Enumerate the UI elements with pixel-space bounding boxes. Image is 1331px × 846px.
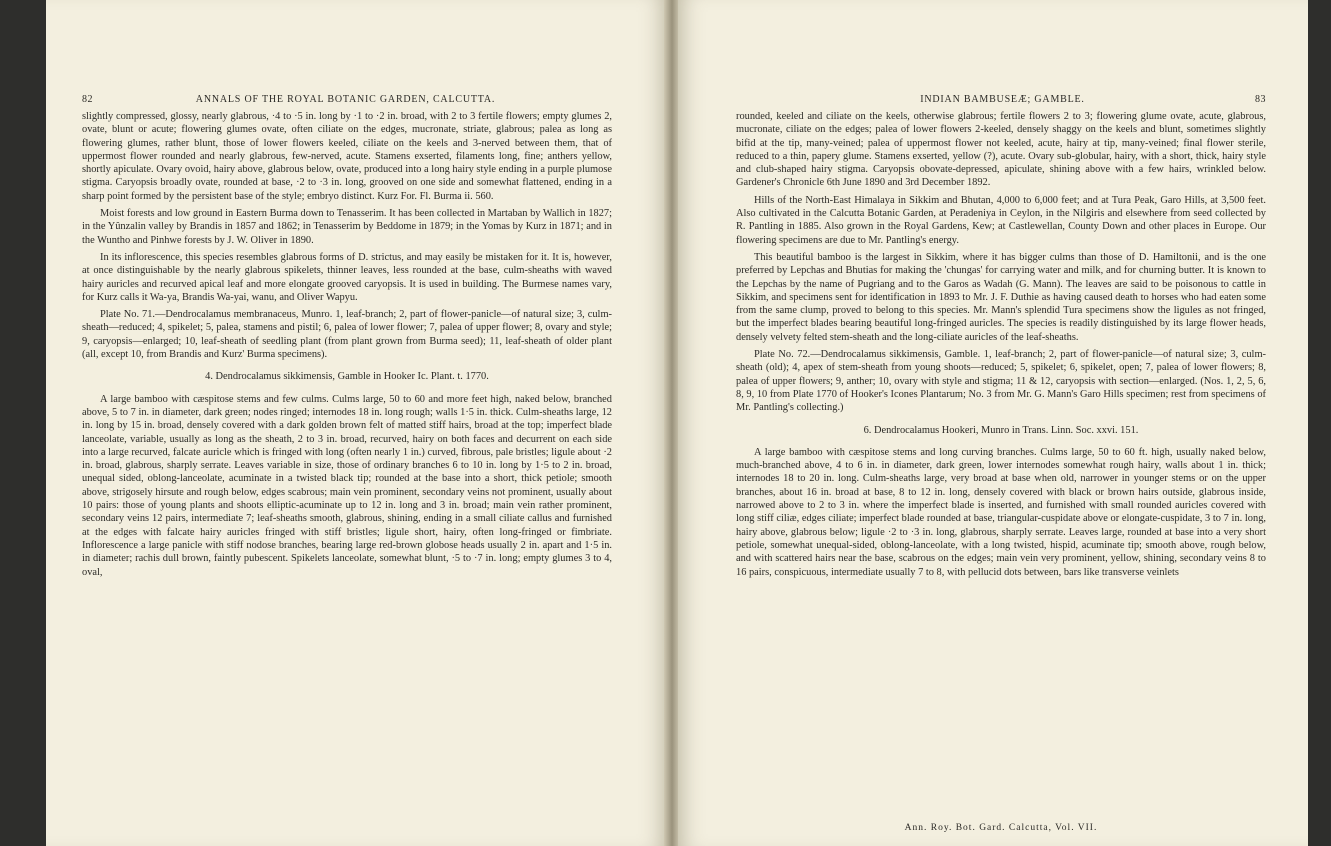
paragraph: A large bamboo with cæspitose stems and few culms. Culms large, 50 to 60 and more feet high, naked below, branched above, 5 to 7 in. in diameter, dark green; nodes ringed; internodes 18 in. long rough; walls 1·5 in. thick. Culm-sheaths large, 12 in. long by 15 in. broad, densely covered with a dark golden brown felt of matted stiff hairs, broad at the top; imperfect blade lanceolate, variable, usually as long as the sheath, 2 to 3 in. broad, recurved, hairy on both faces and decurrent on each side into a large recurved, falcate auricle which is fringed with long (often nearly 1 in.) curved, fibrous, pale bristles; ligule about ·2 in. broad, glabrous, sharply serrate. Leaves variable in size, those of ordinary branches 6 to 10 in. long by 1·5 to 2 in. broad, unequal sided, oblong-lanceolate, acuminate in a twisted black tip; rounded at the base into a short, thick petiole; smooth above, strigosely hirsute and rough below, edges scabrous; main vein prominent, secondary veins not prominent, usually about 10 pairs: those of young plants and shoots elliptic-acuminate up to 12 in. long and 3 in. broad; main vein rather prominent, secondary veins 12 pairs, intermediate 7; leaf-sheaths smooth, glabrous, shining, ending in a small ciliate callus and furnished at the edges with falcate hairy auricles fringed with stiff bristles; ligule short, hairy, often long-fringed or fimbriate. Inflorescence a large panicle with stiff nodose branches, bearing large red-brown globose heads usually 2 in. apart and 1·5 in. in diameter; rachis dull brown, faintly pubescent. Spikelets lanceolate, somewhat blunt, ·5 to ·7 in. long; empty glumes 3 to 4, oval, [82,393,612,578]
left-text-block [82,110,612,583]
page-footer: Ann. Roy. Bot. Gard. Calcutta, Vol. VII. [904,823,1098,833]
paragraph: In its inflorescence, this species resembles glabrous forms of D. strictus, and may easily be mistaken for it. It is, however, at once distinguishable by the nearly glabrous spikelets, thinner leaves, less rounded at the base, culm-sheaths with waved hairy auricles and recurved apical leaf and more elongate grooved caryopsis. It is used in building. The Burmese names vary, for Kurz calls it Wa-ya, Brandis Wa-yai, wanu, and Oliver Wapyu. [82,251,612,303]
left-page [46,0,666,846]
right-page [678,0,1308,846]
paragraph: A large bamboo with cæspitose stems and long curving branches. Culms large, 50 to 60 ft. high, usually naked below, much-branched above, 4 to 6 in. in diameter, dark green, lower internodes somewhat rough hairy, walls about 1 in. thick; internodes 18 to 20 in. long. Culm-sheaths large, very broad at base when old, narrower in younger stems or on the upper branches, about 16 in. broad at base, 8 to 12 in. long, densely covered with black or brown hairs outside, glabrous inside, narrowed above to 2 to 3 in. where the imperfect blade is inserted, and furnished with small rounded auricles covered with long stiff ciliæ, edges ciliate; imperfect blade rounded at base, triangular-cuspidate above or elongate-cuspidate, 3 to 7 in. long, hairy above, glabrous below; ligule ·2 to ·3 in. long, glabrous, sharply serrate. Leaves large, rounded at base into a very short petiole, somewhat unequal-sided, oblong-lanceolate, with a long twisted, hispid, acuminate tip; smooth above, rough below, and with scattered hairs near the base, scabrous on the edges; main vein very prominent, yellow, shining, secondary veins 8 to 16 pairs, conspicuous, intermediate usually 7 to 8, with pellucid dots between, bars like transverse veinlets [736,446,1266,578]
right-running-head [736,94,1266,105]
paragraph: This beautiful bamboo is the largest in Sikkim, where it has bigger culms than those of D. Hamiltonii, and is the one preferred by Lepchas and Bhutias for making the 'chungas' for carrying water and milk, and for churning butter. It is known to the Lepchas by the name of Pugriang and to the Garos as Wadah (G. Mann). The leaves are said to be poisonous to cattle in Sikkim, and specimens sent for identification in 1893 to Mr. J. F. Duthie as having caused death to horses who had eaten some from the same clump, proved to belong to this species. Mr. Mann's splendid Tura specimens show the ligules as not fringed, but the imperfect blades bearing beautiful long-fringed auricles. The species is readily distinguished by its large flower heads, densely velvety felted stem-sheath and the long-ciliate auricles of the leaf-sheaths. [736,251,1266,343]
right-text-block [736,110,1266,583]
left-running-head [82,94,612,105]
paragraph: Moist forests and low ground in Eastern Burma down to Tenasserim. It has been collected in Martaban by Wallich in 1827; in the Yûnzalin valley by Brandis in 1857 and 1862; in Tenasserim by Beddome in 1879; in the Yomas by Kurz in 1871; and in the Wuntho and Pinhwe forests by J. W. Oliver in 1890. [82,208,612,246]
paragraph: Hills of the North-East Himalaya in Sikkim and Bhutan, 4,000 to 6,000 feet; and at Tura Peak, Garo Hills, at 3,500 feet. Also cultivated in the Calcutta Botanic Garden, at Peradeniya in Ceylon, in the Nilgiris and elsewhere from seed collected by R. Pantling in 1885. Also grown in the Royal Gardens, Kew; at Castlewellan, County Down and other places in Europe. Our flowering specimens are due to Mr. Pantling's energy. [736,194,1266,246]
left-running-title: ANNALS OF THE ROYAL BOTANIC GARDEN, CALCUTTA. [195,94,496,105]
paragraph: rounded, keeled and ciliate on the keels, otherwise glabrous; fertile flowers 2 to 3; flowering glume ovate, acute, glabrous, mucronate, ciliate on the edges; palea of lower flowers 2-keeled, densely shaggy on the keels and blunt, sometimes slightly bifid at the tip, many-veined; palea of uppermost flower not keeled, acute, hairy at tip, many-veined; final flower sterile, reduced to a thin, papery glume. Stamens exserted, yellow (?), acute. Ovary sub-globular, hairy, with a short, thick, hairy style and club-shaped hairy stigma. Caryopsis obovate-depressed, apiculate, shining above with a few hairs, wrinkled below. Gardener's Chronicle 6th June 1890 and 3rd December 1892. [736,111,1266,189]
right-running-title: INDIAN BAMBUSEÆ; GAMBLE. [920,94,1085,105]
paragraph: Plate No. 72.—Dendrocalamus sikkimensis, Gamble. 1, leaf-branch; 2, part of flower-panicle—of natural size; 3, culm-sheath (old); 4, apex of stem-sheath from young shoots—reduced; 5, spikelet; 6, spikelet, open; 7, palea of lower flowers; 8, palea of upper flowers; 9, anther; 10, ovary with style and stigma; 11 & 12, caryopsis with section—enlarged. (Nos. 1, 2, 5, 6, 8, 9, 10 from Plate 1770 of Hooker's Icones Plantarum; No. 3 from Mr. G. Mann's Garo Hills specimen; rest from specimens of Mr. Pantling's collecting.) [736,349,1266,414]
paragraph: slightly compressed, glossy, nearly glabrous, ·4 to ·5 in. long by ·1 to ·2 in. broad, with 2 to 3 fertile flowers; empty glumes 2, ovate, blunt or acute; flowering glumes ovate, often ciliate on the edges, mucronate, striate, glabrous; palea as long as flowering glumes, rather blunt, those of lower flowers keeled, ciliate on the keels and 3-nerved between them, that of uppermost flower rounded and nearly glabrous, few-nerved, acute. Stamens exserted, filaments long, fine; anthers yellow, shortly apiculate. Ovary ovoid, hairy above, glabrous below, ovate, produced into a long hairy style ending in a purple plumose stigma. Caryopsis broadly ovate, rounded at base, ·2 to ·3 in. long, grooved on one side and somewhat flattened, ending in a sharp point formed by the persistent base of the style; embryo distinct. Kurz For. Fl. Burma ii. 560. [82,111,612,202]
section-heading: 4. Dendrocalamus sikkimensis, Gamble in Hooker Ic. Plant. t. 1770. [205,371,489,383]
left-page-number: 82 [82,94,93,105]
section-heading: 6. Dendrocalamus Hookeri, Munro in Trans. Linn. Soc. xxvi. 151. [863,424,1139,436]
right-page-number: 83 [1254,94,1266,105]
paragraph: Plate No. 71.—Dendrocalamus membranaceus, Munro. 1, leaf-branch; 2, part of flower-panicle—of natural size; 3, culm-sheath—reduced; 4, spikelet; 5, palea, stamens and pistil; 6, palea of lower flower; 7, palea of upper flower; 8, ovary and style; 9, caryopsis—enlarged; 10, leaf-sheath of seedling plant (from plant grown from Burma seed); 11, leaf-sheath of older plant (all, except 10, from Brandis and Kurz' Burma specimens). [82,309,612,361]
